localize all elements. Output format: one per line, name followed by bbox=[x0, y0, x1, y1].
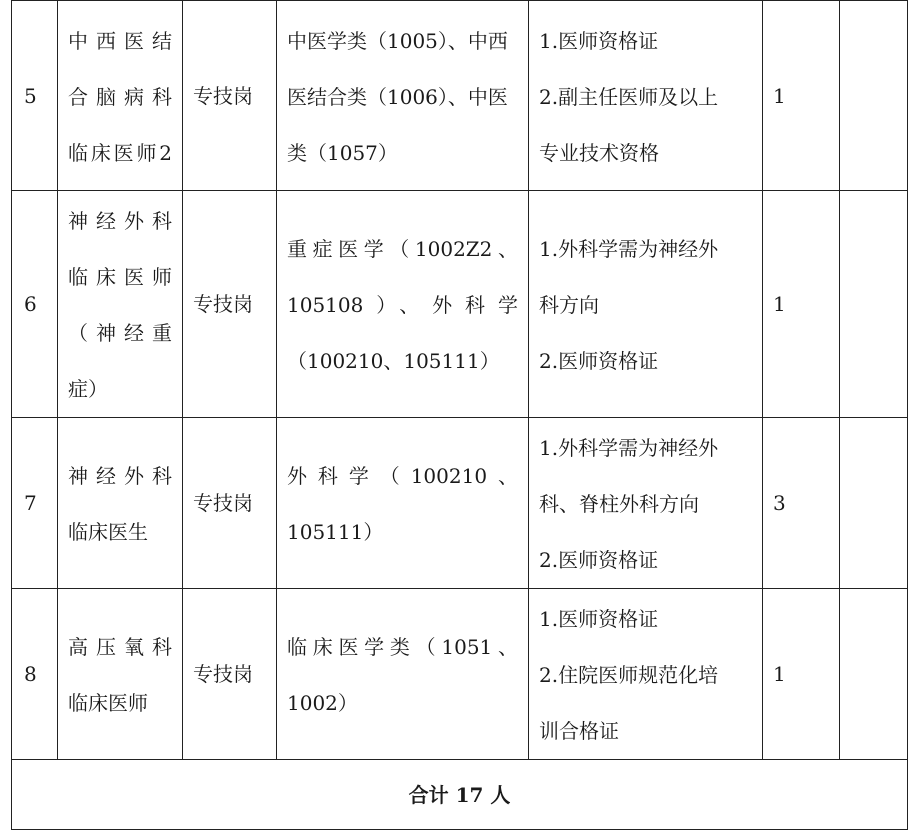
requirement-line: 科、脊柱外科方向 bbox=[539, 492, 699, 516]
remarks-cell bbox=[840, 1, 908, 191]
remarks-cell bbox=[840, 418, 908, 589]
major-line: 类（1057） bbox=[287, 140, 398, 165]
requirements-cell bbox=[529, 191, 763, 418]
total-label: 合计 17 人 bbox=[12, 760, 908, 830]
major-line: 105111） bbox=[287, 520, 384, 544]
requirement-line: 2.住院医师规范化培 bbox=[539, 663, 719, 687]
headcount: 1 bbox=[763, 589, 840, 760]
position-title-line: 合脑病科 bbox=[68, 84, 172, 109]
major-cell bbox=[277, 1, 529, 191]
requirement-line: 1.外科学需为神经外 bbox=[539, 436, 719, 460]
table-row bbox=[12, 418, 908, 589]
position-type: 专技岗 bbox=[183, 191, 277, 418]
position-title-line: 中西医结 bbox=[68, 28, 172, 53]
row-number: 7 bbox=[12, 418, 58, 589]
position-title-cell bbox=[58, 589, 183, 760]
position-title-line: 高压氧科 bbox=[68, 635, 172, 659]
position-title-line: 临床医师 bbox=[68, 691, 148, 715]
headcount: 1 bbox=[763, 1, 840, 191]
position-title-line: 临床医生 bbox=[68, 520, 148, 544]
position-title-line: 临床医师 bbox=[68, 265, 172, 289]
row-number: 8 bbox=[12, 589, 58, 760]
major-cell bbox=[277, 191, 529, 418]
major-line: 临床医学类（1051、 bbox=[287, 635, 518, 659]
major-cell bbox=[277, 589, 529, 760]
row-number: 6 bbox=[12, 191, 58, 418]
position-title-cell bbox=[58, 418, 183, 589]
major-line: 重症医学（1002Z2、 bbox=[287, 237, 518, 261]
major-line: （100210、105111） bbox=[287, 349, 500, 373]
requirement-line: 2.副主任医师及以上 bbox=[539, 84, 719, 109]
table-row bbox=[12, 1, 908, 191]
major-line: 1002） bbox=[287, 691, 358, 715]
row-number: 5 bbox=[12, 1, 58, 191]
requirement-line: 2.医师资格证 bbox=[539, 349, 659, 373]
requirements-cell bbox=[529, 418, 763, 589]
major-line: 医结合类（1006）、中医 bbox=[287, 84, 508, 109]
requirement-line: 1.外科学需为神经外 bbox=[539, 237, 719, 261]
remarks-cell bbox=[840, 589, 908, 760]
headcount: 3 bbox=[763, 418, 840, 589]
position-title-line: 症） bbox=[68, 377, 108, 401]
requirement-line: 2.医师资格证 bbox=[539, 548, 659, 572]
position-title-line: 临床医师2 bbox=[68, 140, 172, 165]
position-type: 专技岗 bbox=[183, 589, 277, 760]
position-title-line: 神经外科 bbox=[68, 209, 172, 233]
requirements-cell bbox=[529, 589, 763, 760]
position-title-line: （神经重 bbox=[68, 321, 172, 345]
requirement-line: 1.医师资格证 bbox=[539, 28, 659, 53]
major-line: 外科学（100210、 bbox=[287, 464, 518, 488]
major-line: 105108）、外科学 bbox=[287, 293, 518, 317]
positions-table bbox=[11, 0, 908, 830]
total-row bbox=[12, 760, 908, 830]
requirement-line: 1.医师资格证 bbox=[539, 607, 659, 631]
requirement-line: 专业技术资格 bbox=[539, 140, 659, 165]
requirements-cell bbox=[529, 1, 763, 191]
major-cell bbox=[277, 418, 529, 589]
table-body bbox=[12, 1, 908, 830]
requirement-line: 训合格证 bbox=[539, 719, 619, 743]
requirement-line: 科方向 bbox=[539, 293, 599, 317]
table-row bbox=[12, 589, 908, 760]
position-type: 专技岗 bbox=[183, 418, 277, 589]
position-title-cell bbox=[58, 1, 183, 191]
position-title-cell bbox=[58, 191, 183, 418]
headcount: 1 bbox=[763, 191, 840, 418]
major-line: 中医学类（1005）、中西 bbox=[287, 28, 508, 53]
table-row bbox=[12, 191, 908, 418]
position-type: 专技岗 bbox=[183, 1, 277, 191]
position-title-line: 神经外科 bbox=[68, 464, 172, 488]
remarks-cell bbox=[840, 191, 908, 418]
